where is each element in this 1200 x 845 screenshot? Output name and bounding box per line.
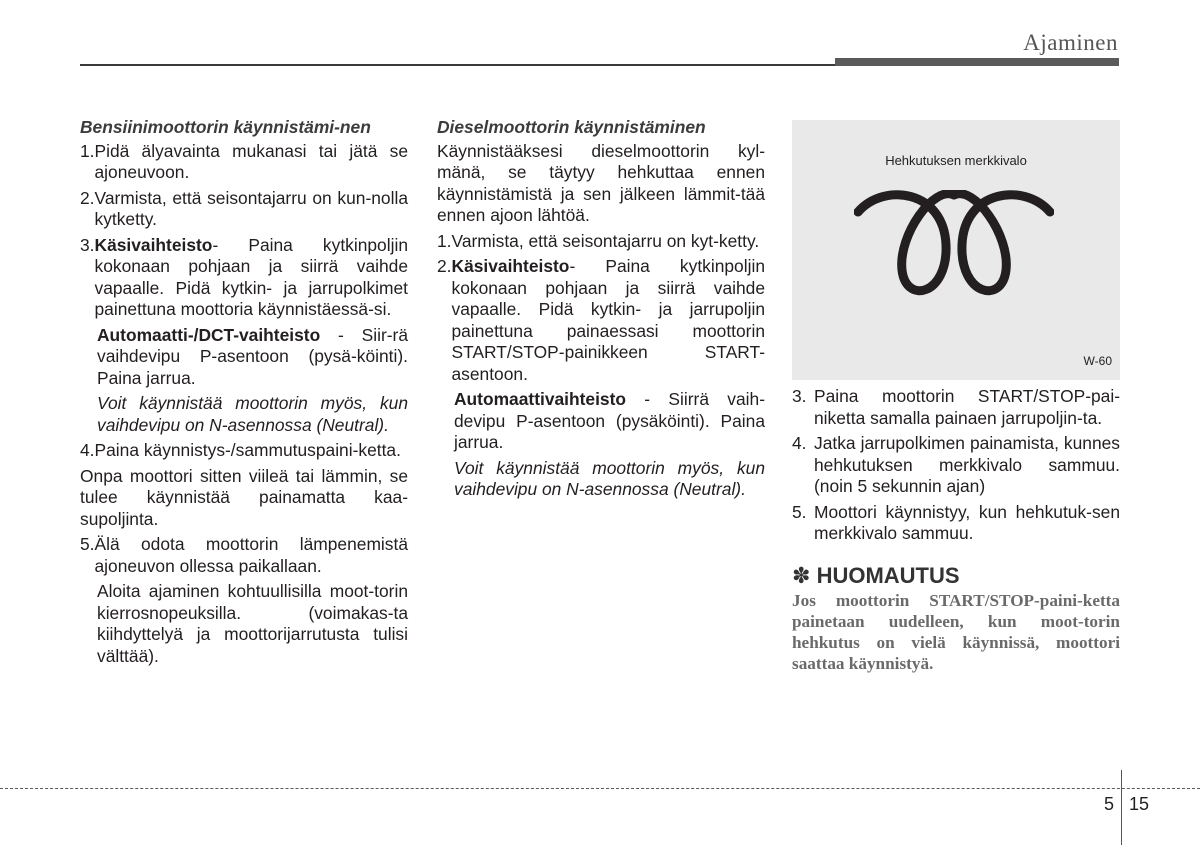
item-number: 3. <box>792 386 807 406</box>
cold-warm-paragraph: Onpa moottori sitten viileä tai lämmin, se tulee käynnistää painamatta kaa-supoljinta. <box>80 465 408 529</box>
manual-transmission-label: Käsivaihteisto <box>451 256 570 276</box>
list-item <box>437 231 765 253</box>
note-heading <box>792 562 1120 588</box>
item-text: Paina moottorin START/STOP-pai-niketta samalla painaen jarrupoljin-ta. <box>814 386 1120 428</box>
item-text: Varmista, että seisontajarru on kyt-ketty. <box>451 230 760 251</box>
note-body: Jos moottorin START/STOP-paini-ketta painetaan uudelleen, kun moot-torin hehkutus on vielä käynnissä, moottori saattaa käynnistyä. <box>792 591 1120 673</box>
asterisk-icon: ✽ <box>792 562 811 588</box>
item-number: 1. <box>80 140 95 161</box>
list-item <box>80 188 408 231</box>
item-number: 5. <box>80 534 95 554</box>
neutral-note: Voit käynnistää moottorin myös, kun vaihdevipu on N-asennossa (Neutral). <box>97 393 408 435</box>
glow-indicator-figure <box>792 120 1120 380</box>
chapter-number: 5 <box>1104 794 1115 814</box>
item-text: Moottori käynnistyy, kun hehkutuk-sen merkkivalo sammuu. <box>814 501 1120 543</box>
column-glow-indicator <box>792 117 1120 674</box>
manual-transmission-label: Käsivaihteisto <box>94 234 213 255</box>
item-text: Paina käynnistys-/sammutuspaini-ketta. <box>94 440 401 460</box>
list-item <box>437 256 765 385</box>
item-text-rest: - Paina kytkinpoljin kokonaan pohjaan ja siirrä vaihde vapaalle. Pidä kytkin- ja jarrupoljin painettuna painaessasi moottorin START/STOP-painikkeen START-asentoon. <box>451 256 765 384</box>
item-number: 4. <box>80 440 95 460</box>
item-text: Varmista, että seisontajarru on kun-nolla kytketty. <box>94 187 408 229</box>
page-number: 15 <box>1129 794 1150 814</box>
item-number: 2. <box>80 187 95 208</box>
chapter-title: Ajaminen <box>1023 30 1118 55</box>
automatic-transmission-text: - Siir-rä vaihdevipu P-asentoon (pysä-köinti). Paina jarrua. <box>97 324 408 388</box>
figure-code: W-60 <box>1083 353 1112 368</box>
automatic-transmission-label: Automaattivaihteisto <box>454 389 626 409</box>
item-text: Älä odota moottorin lämpenemistä ajoneuvon ollessa paikallaan. <box>94 534 408 576</box>
automatic-transmission-para <box>454 389 765 454</box>
header-rule-accent <box>835 58 1119 66</box>
diesel-intro: Käynnistääksesi dieselmoottorin kyl-mänä, se täytyy hehkuttaa ennen käynnistämistä ja sen jälkeen lämmit-tää ennen ajoon lähtöä. <box>437 140 765 225</box>
item-text <box>95 235 408 321</box>
footer-separator <box>1121 770 1122 845</box>
automatic-transmission-para <box>97 325 408 390</box>
footer-dashed-rule <box>0 788 1200 789</box>
list-item <box>792 386 1120 429</box>
section-title-gasoline: Bensiinimoottorin käynnistämi-nen <box>80 117 371 137</box>
neutral-note: Voit käynnistää moottorin myös, kun vaihdevipu on N-asennossa (Neutral). <box>454 457 765 499</box>
driving-advice: Aloita ajaminen kohtuullisilla moot-torin kierrosnopeuksilla. (voimakas-ta kiihdyttelyä ja moottorijarrutusta tulisi välttää). <box>97 581 408 666</box>
note-title: HUOMAUTUS <box>816 562 960 588</box>
list-item <box>792 433 1120 498</box>
list-item <box>80 534 408 577</box>
item-number: 2. <box>437 256 452 276</box>
list-item <box>80 141 408 184</box>
section-title-diesel: Dieselmoottorin käynnistäminen <box>437 117 706 137</box>
column-diesel-start <box>437 117 765 505</box>
figure-caption: Hehkutuksen merkkivalo <box>885 153 1027 168</box>
glow-plug-coil-icon <box>854 190 1054 320</box>
column-gasoline-start <box>80 117 408 671</box>
item-number: 5. <box>792 501 807 522</box>
list-item <box>80 235 408 321</box>
item-number: 1. <box>437 230 452 251</box>
automatic-transmission-text: - Siirrä vaih-devipu P-asentoon (pysäköinti). Paina jarrua. <box>454 389 765 452</box>
item-text-rest: - Paina kytkinpoljin kokonaan pohjaan ja siirrä vaihde vapaalle. Pidä kytkin- ja jarrupolkimet painettuna moottoria käynnistäessä-si. <box>94 234 408 319</box>
item-text: Jatka jarrupolkimen painamista, kunnes hehkutuksen merkkivalo sammuu. (noin 5 sekunnin ajan) <box>814 433 1120 496</box>
list-item <box>80 440 408 462</box>
item-text: Pidä älyavainta mukanasi tai jätä se ajoneuvoon. <box>94 140 408 182</box>
item-text <box>452 256 765 385</box>
list-item <box>792 502 1120 545</box>
item-number: 4. <box>792 433 807 453</box>
header-rule <box>80 64 835 66</box>
automatic-transmission-label: Automaatti-/DCT-vaihteisto <box>97 324 321 345</box>
item-number: 3. <box>80 234 95 255</box>
